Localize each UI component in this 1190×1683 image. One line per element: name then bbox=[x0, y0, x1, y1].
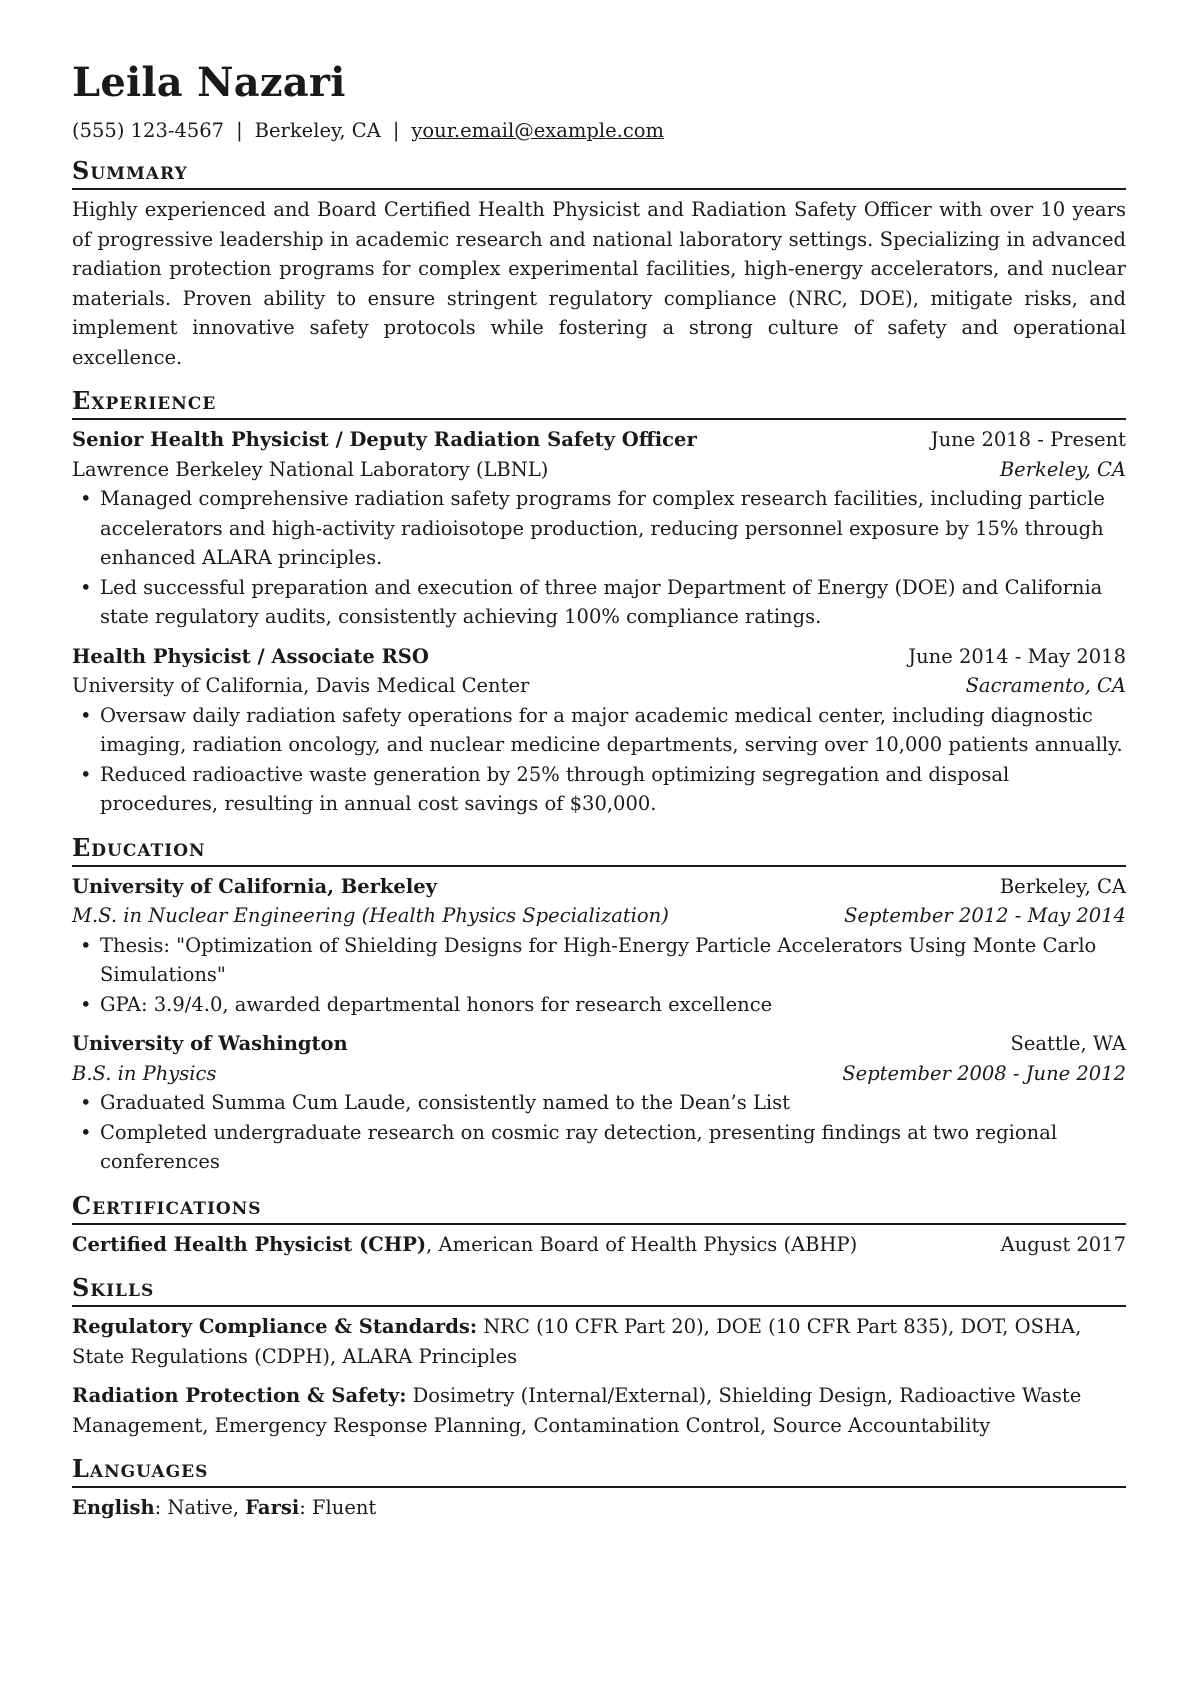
degree-dates: September 2008 - June 2012 bbox=[842, 1061, 1126, 1085]
job-bullets bbox=[72, 484, 1126, 632]
degree-dates: September 2012 - May 2014 bbox=[844, 904, 1126, 927]
job-bullets bbox=[72, 701, 1126, 819]
skill-group bbox=[72, 1312, 1126, 1371]
education-bullets bbox=[72, 931, 1126, 1020]
experience-entry bbox=[72, 425, 1126, 632]
bullet-item: • Thesis: "Optimization of Shielding Designs for High-Energy Particle Accelerators Using Monte Carlo Simulations" bbox=[72, 931, 1126, 990]
certification-date: August 2017 bbox=[1000, 1232, 1126, 1256]
section-title-education: Education bbox=[72, 833, 1126, 867]
certification-name: Certified Health Physicist (CHP) bbox=[72, 1232, 427, 1256]
bullet-item: • Graduated Summa Cum Laude, consistently named to the Dean’s List bbox=[72, 1088, 1126, 1118]
resume-page bbox=[72, 58, 1126, 1523]
school-name: University of California, Berkeley bbox=[72, 874, 437, 898]
contact-separator: | bbox=[236, 119, 243, 142]
language-separator: , bbox=[232, 1496, 246, 1519]
education-entry bbox=[72, 1029, 1126, 1177]
bullet-item: • Managed comprehensive radiation safety programs for complex research facilities, including particle accelerators and high-activity radioisotope production, reducing personnel exposure by 15% through enhanced ALARA principles. bbox=[72, 484, 1126, 573]
section-title-languages: Languages bbox=[72, 1454, 1126, 1488]
job-location: Berkeley, CA bbox=[999, 457, 1126, 481]
contact-line bbox=[72, 118, 1126, 144]
language-level: : Native bbox=[154, 1496, 233, 1519]
skill-group bbox=[72, 1381, 1126, 1440]
language-name: Farsi bbox=[245, 1496, 300, 1519]
email-link[interactable]: your.email@example.com bbox=[411, 119, 664, 142]
summary-text: Highly experienced and Board Certified Health Physicist and Radiation Safety Officer with over 10 years of progressive leadership in academic research and national laboratory settings. Specializing in advanced radiation protection programs for complex experimental facilities, high-energy accelerators, and nuclear materials. Proven ability to ensure stringent regulatory compliance (NRC, DOE), mitigate risks, and implement innovative safety protocols while fostering a strong culture of safety and operational excellence. bbox=[72, 198, 1126, 369]
job-title: Senior Health Physicist / Deputy Radiation Safety Officer bbox=[72, 428, 697, 451]
job-title: Health Physicist / Associate RSO bbox=[72, 644, 429, 668]
school-name: University of Washington bbox=[72, 1032, 348, 1055]
skills-list bbox=[72, 1312, 1126, 1440]
candidate-name: Leila Nazari bbox=[72, 59, 346, 106]
job-dates: June 2014 - May 2018 bbox=[908, 644, 1126, 668]
bullet-item: • Oversaw daily radiation safety operations for a major academic medical center, including diagnostic imaging, radiation oncology, and nuclear medicine departments, serving over 10,000 patients annually. bbox=[72, 701, 1126, 760]
location-text: Berkeley, CA bbox=[254, 119, 381, 142]
experience-entry bbox=[72, 642, 1126, 819]
certification-issuer: , American Board of Health Physics (ABHP) bbox=[426, 1232, 858, 1256]
language-level: : Fluent bbox=[299, 1496, 377, 1519]
education-bullets bbox=[72, 1088, 1126, 1177]
bullet-item: • Led successful preparation and execution of three major Department of Energy (DOE) and California state regulatory audits, consistently achieving 100% compliance ratings. bbox=[72, 573, 1126, 632]
school-location: Berkeley, CA bbox=[999, 874, 1126, 898]
section-title-certifications: Certifications bbox=[72, 1191, 1126, 1225]
skill-group-label: Regulatory Compliance & Standards: bbox=[72, 1315, 478, 1338]
contact-separator: | bbox=[392, 119, 400, 142]
section-title-summary: Summary bbox=[72, 156, 1126, 190]
job-dates: June 2018 - Present bbox=[930, 428, 1126, 451]
bullet-item: • Completed undergraduate research on cosmic ray detection, presenting findings at two regional conferences bbox=[72, 1118, 1126, 1177]
employer-name: University of California, Davis Medical Center bbox=[72, 674, 530, 697]
certification-entry bbox=[72, 1230, 1126, 1260]
bullet-item: • GPA: 3.9/4.0, awarded departmental honors for research excellence bbox=[72, 990, 1126, 1020]
phone-number: (555) 123-4567 bbox=[72, 119, 225, 142]
school-location: Seattle, WA bbox=[1010, 1032, 1126, 1055]
languages-line bbox=[72, 1493, 1126, 1523]
education-entry bbox=[72, 872, 1126, 1020]
education-list bbox=[72, 872, 1126, 1177]
language-name: English bbox=[72, 1496, 155, 1519]
bullet-item: • Reduced radioactive waste generation by 25% through optimizing segregation and disposal procedures, resulting in annual cost savings of $30,000. bbox=[72, 760, 1126, 819]
experience-list bbox=[72, 425, 1126, 819]
section-title-experience: Experience bbox=[72, 386, 1126, 420]
employer-name: Lawrence Berkeley National Laboratory (LBNL) bbox=[72, 457, 549, 481]
degree-name: B.S. in Physics bbox=[72, 1061, 217, 1085]
skill-group-text: NRC (10 CFR Part 20), DOE (10 CFR Part 835), DOT, OSHA, State Regulations (CDPH), ALARA Principles bbox=[72, 1315, 1082, 1368]
skill-group-text: Dosimetry (Internal/External), Shielding Design, Radioactive Waste Management, Emergency Response Planning, Contamination Control, Source Accountability bbox=[72, 1384, 1082, 1437]
section-title-skills: Skills bbox=[72, 1273, 1126, 1307]
job-location: Sacramento, CA bbox=[965, 674, 1126, 697]
skill-group-label: Radiation Protection & Safety: bbox=[72, 1384, 407, 1407]
degree-name: M.S. in Nuclear Engineering (Health Physics Specialization) bbox=[72, 904, 669, 927]
